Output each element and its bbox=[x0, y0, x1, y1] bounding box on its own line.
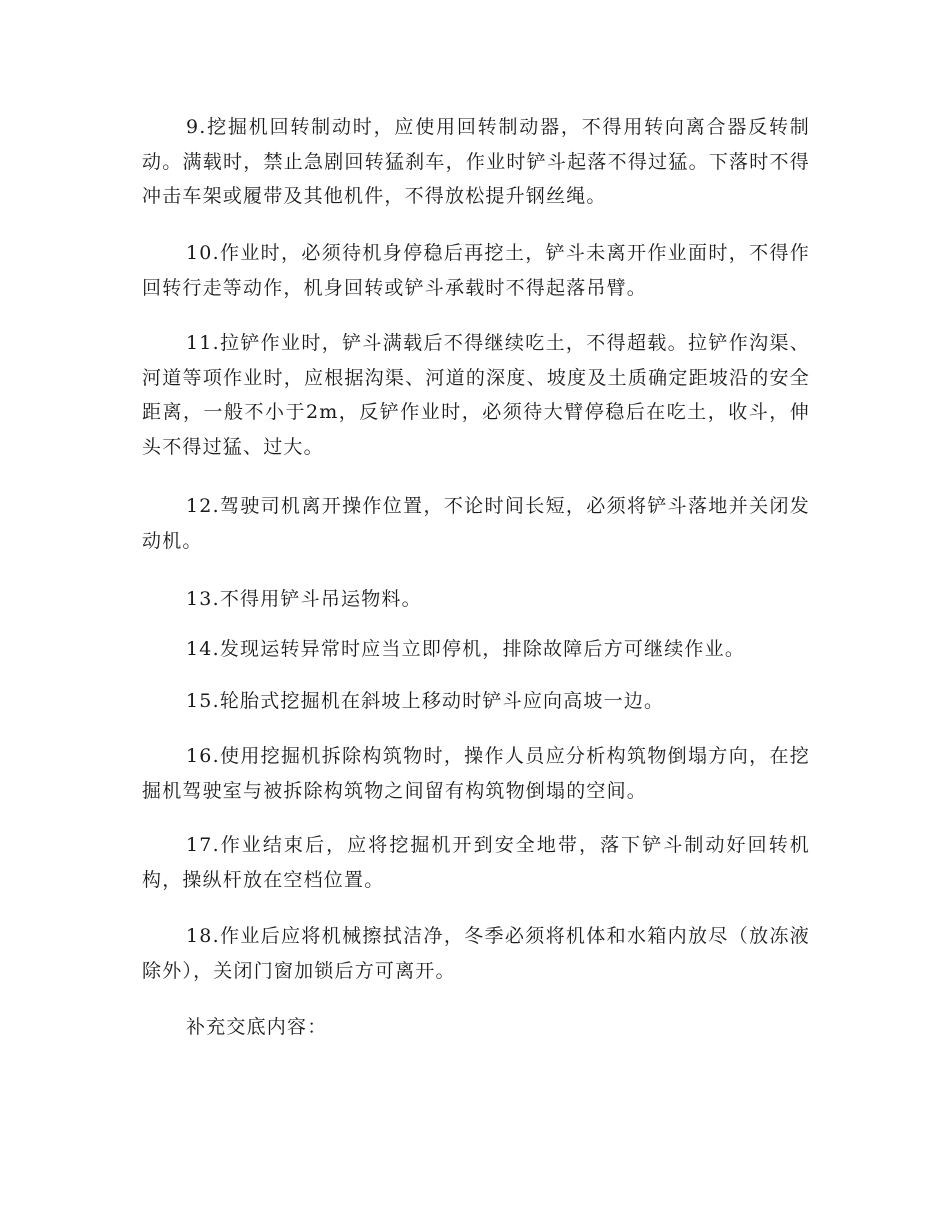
rule-16-paragraph: 16.使用挖掘机拆除构筑物时，操作人员应分析构筑物倒塌方向，在挖掘机驾驶室与被拆除构筑物之间留有构筑物倒塌的空间。 bbox=[142, 745, 810, 802]
rule-12-paragraph: 12.驾驶司机离开操作位置，不论时间长短，必须将铲斗落地并关闭发动机。 bbox=[142, 495, 810, 552]
rule-15-paragraph: 15.轮胎式挖掘机在斜坡上移动时铲斗应向高坡一边。 bbox=[186, 690, 665, 712]
rule-17-paragraph: 17.作业结束后，应将挖掘机开到安全地带，落下铲斗制动好回转机构，操纵杆放在空档位置。 bbox=[142, 834, 810, 891]
rule-14-paragraph: 14.发现运转异常时应当立即停机，排除故障后方可继续作业。 bbox=[186, 638, 746, 660]
rule-18-paragraph: 18.作业后应将机械擦拭洁净，冬季必须将机体和水箱内放尽（放冻液除外），关闭门窗加锁后方可离开。 bbox=[142, 925, 810, 982]
rule-10-paragraph: 10.作业时，必须待机身停稳后再挖土，铲斗未离开作业面时，不得作回转行走等动作，机身回转或铲斗承载时不得起落吊臂。 bbox=[142, 242, 810, 299]
rule-9-paragraph: 9.挖掘机回转制动时，应使用回转制动器，不得用转向离合器反转制动。满载时，禁止急剧回转猛刹车，作业时铲斗起落不得过猛。下落时不得冲击车架或履带及其他机件，不得放松提升钢丝绳。 bbox=[142, 116, 810, 207]
supplementary-heading: 补充交底内容： bbox=[186, 1016, 328, 1038]
rule-11-paragraph: 11.拉铲作业时，铲斗满载后不得继续吃土，不得超载。拉铲作沟渠、河道等项作业时，应根据沟渠、河道的深度、坡度及土质确定距坡沿的安全距离，一般不小于2m，反铲作业时，必须待大臂停稳后在吃土，收斗，伸头不得过猛、过大。 bbox=[142, 332, 810, 458]
rule-13-paragraph: 13.不得用铲斗吊运物料。 bbox=[186, 588, 422, 610]
